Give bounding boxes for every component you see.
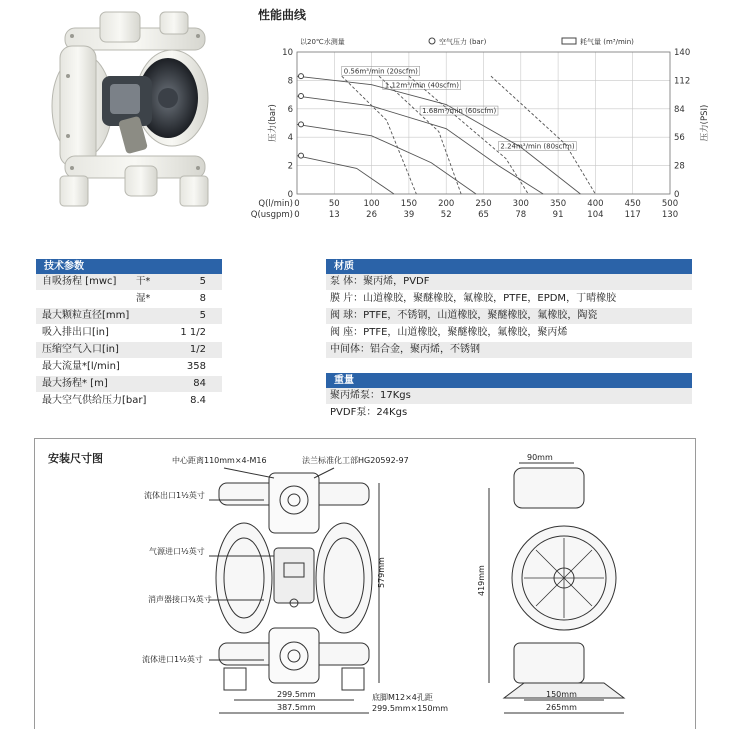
- label-muffler: 消声器接口¾英寸: [148, 595, 212, 604]
- air-pressure-curve: [297, 124, 476, 194]
- material-row: 泵 体：聚丙烯，PVDF: [326, 274, 692, 291]
- annotation-label: 1.12m³/min (40scfm): [384, 81, 459, 90]
- spec-row: [36, 393, 222, 410]
- spec-value: 1/2: [189, 344, 206, 355]
- material-row: 中间体：铝合金，聚丙烯，不锈钢: [326, 342, 692, 359]
- material-table: [326, 259, 692, 422]
- y2-tick-label: 56: [674, 133, 685, 144]
- spec-value: 1 1/2: [180, 327, 206, 338]
- spec-row: [36, 325, 222, 342]
- x-tick-label: 0: [294, 199, 300, 209]
- x2-tick-label: 104: [587, 210, 604, 220]
- spec-row: [36, 274, 222, 291]
- dim-90: 90mm: [527, 453, 553, 462]
- spec-row: [36, 359, 222, 376]
- air-pressure-curve: [297, 76, 580, 194]
- y-tick-label: 4: [287, 133, 293, 144]
- chart-title: 性能曲线: [258, 8, 307, 22]
- x2-tick-label: 26: [366, 210, 378, 220]
- weight-row: PVDF泵：24Kgs: [326, 405, 692, 422]
- y2-tick-label: 84: [674, 104, 685, 115]
- spec-value: 5: [199, 310, 206, 321]
- y-tick-label: 6: [287, 104, 293, 115]
- spec-sub-label: 湿*: [136, 293, 151, 304]
- spec-row: [36, 342, 222, 359]
- air-pressure-curve: [297, 156, 394, 194]
- air-pressure-marker: [299, 94, 304, 99]
- x2-axis-label: Q(usgpm): [250, 210, 293, 220]
- dim-579: 579mm: [377, 557, 386, 588]
- air-pressure-marker: [299, 74, 304, 79]
- pump-photo: [40, 6, 225, 211]
- x-tick-label: 350: [549, 199, 567, 209]
- spec-value: 8: [199, 293, 206, 304]
- legend-air-consumption-icon: [562, 38, 576, 44]
- label-fluid-outlet: 流体出口1½英寸: [144, 491, 205, 500]
- y-tick-label: 8: [287, 76, 293, 87]
- x2-tick-label: 39: [403, 210, 415, 220]
- label-center-distance: 中心距离110mm×4-M16: [172, 456, 267, 465]
- spec-label: 压缩空气入口[in]: [42, 344, 119, 355]
- legend-air-pressure: 空气压力 (bar): [439, 38, 487, 46]
- performance-chart: [240, 24, 720, 226]
- spec-value: 84: [193, 378, 206, 389]
- dim-299-5: 299.5mm: [277, 690, 316, 699]
- install-title: 安装尺寸图: [48, 452, 103, 465]
- spec-value: 358: [186, 361, 206, 372]
- spec-row: [36, 376, 222, 393]
- weight-row: 聚丙烯泵：17Kgs: [326, 388, 692, 405]
- annotation-label: 0.56m³/min (20scfm): [343, 67, 418, 76]
- dim-150: 150mm: [546, 690, 577, 699]
- x2-tick-label: 52: [440, 210, 452, 220]
- y2-tick-label: 112: [674, 76, 691, 87]
- material-row: 阀 球：PTFE，不锈钢，山道橡胶，聚醚橡胶，氟橡胶，陶瓷: [326, 308, 692, 325]
- y2-tick-label: 28: [674, 161, 685, 172]
- dim-419: 419mm: [477, 565, 486, 596]
- dim-265: 265mm: [546, 703, 577, 712]
- x2-tick-label: 117: [624, 210, 641, 220]
- legend-air-pressure-icon: [429, 38, 435, 44]
- label-foot-holes: 底脚M12×4孔距: [372, 693, 433, 702]
- material-row: 膜 片：山道橡胶，聚醚橡胶，氟橡胶，PTFE，EPDM，丁晴橡胶: [326, 291, 692, 308]
- spec-value: 8.4: [190, 395, 206, 406]
- weight-table-header: 重量: [326, 373, 692, 388]
- spec-sub-label: 干*: [136, 276, 151, 287]
- material-row: 阀 座：PTFE，山道橡胶，聚醚橡胶，氟橡胶，聚丙烯: [326, 325, 692, 342]
- y2-tick-label: 140: [674, 48, 691, 58]
- air-consumption-curve: [491, 76, 595, 194]
- x2-tick-label: 78: [515, 210, 527, 220]
- label-flange-standard: 法兰标准化工部HG20592-97: [302, 456, 409, 465]
- x2-tick-label: 0: [294, 210, 300, 220]
- air-pressure-marker: [299, 153, 304, 158]
- dim-387-5: 387.5mm: [277, 703, 316, 712]
- x-tick-label: 300: [512, 199, 529, 209]
- annotation-label: 1.68m³/min (60scfm): [422, 107, 497, 116]
- x2-tick-label: 65: [478, 210, 489, 220]
- legend-water: 以20℃水测量: [300, 38, 345, 46]
- air-consumption-curve: [379, 76, 461, 194]
- x-tick-label: 150: [400, 199, 418, 209]
- spec-table: [36, 259, 222, 410]
- annotation-label: 2.24m³/min (80scfm): [500, 142, 575, 151]
- material-table-header: 材质: [326, 259, 692, 274]
- x-tick-label: 200: [438, 199, 455, 209]
- spec-label: 自吸扬程 [mwc]: [42, 276, 117, 287]
- y-tick-label: 0: [287, 190, 293, 200]
- dim-foot: 299.5mm×150mm: [372, 704, 449, 713]
- x-tick-label: 100: [363, 199, 380, 209]
- label-fluid-inlet: 流体进口1½英寸: [142, 655, 203, 664]
- x-tick-label: 500: [661, 199, 679, 209]
- y2-tick-label: 0: [674, 190, 680, 200]
- x2-tick-label: 91: [552, 210, 564, 220]
- x2-tick-label: 130: [661, 210, 679, 220]
- label-air-inlet: 气源进口½英寸: [149, 547, 205, 556]
- x2-tick-label: 13: [328, 210, 340, 220]
- legend-air-consumption: 耗气量 (m³/min): [580, 38, 634, 46]
- x-tick-label: 250: [475, 199, 492, 209]
- spec-value: 5: [199, 276, 206, 287]
- y2-axis-label: 压力(PSI): [700, 104, 710, 142]
- spec-label: 吸入排出口[in]: [42, 327, 109, 338]
- x-tick-label: 400: [587, 199, 604, 209]
- spec-label: 最大扬程* [m]: [42, 378, 108, 389]
- y-axis-label: 压力(bar): [268, 104, 278, 142]
- x-axis-label: Q(l/min): [258, 199, 293, 209]
- spec-table-header: 技术参数: [36, 259, 222, 274]
- spec-row: [36, 291, 222, 308]
- y-tick-label: 2: [287, 161, 293, 172]
- x-tick-label: 450: [624, 199, 641, 209]
- x-tick-label: 50: [328, 199, 340, 209]
- install-drawing: [34, 438, 694, 728]
- spec-label: 最大流量*[l/min]: [42, 361, 120, 372]
- air-pressure-marker: [299, 122, 304, 127]
- spec-label: 最大空气供给压力[bar]: [42, 395, 147, 406]
- spec-label: 最大颗粒直径[mm]: [42, 310, 130, 321]
- y-tick-label: 10: [282, 48, 293, 58]
- spec-row: [36, 308, 222, 325]
